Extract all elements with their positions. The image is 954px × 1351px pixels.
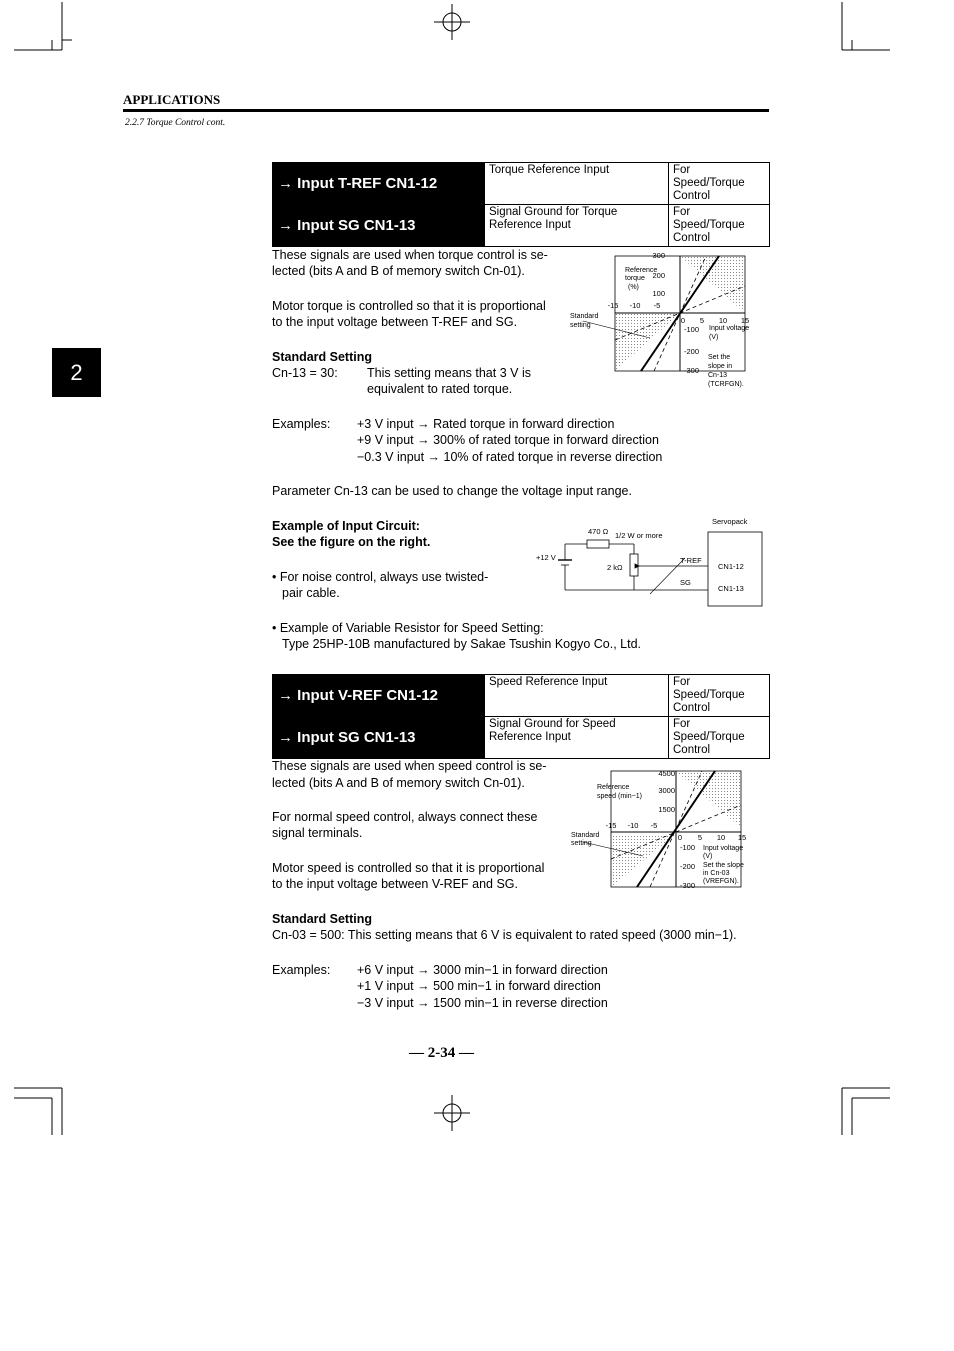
signal-description: Torque Reference Input bbox=[485, 163, 669, 205]
x-tick-label: 15 bbox=[737, 833, 747, 842]
slope-note: Cn-13 bbox=[708, 372, 728, 379]
table-row bbox=[273, 205, 770, 247]
signal-control-mode: For Speed/Torque Control bbox=[669, 675, 770, 717]
standard-setting-label: setting bbox=[571, 840, 592, 847]
slope-note: (VREFGN). bbox=[703, 878, 739, 885]
speed-examples-label: Examples: bbox=[272, 963, 331, 977]
table-row bbox=[273, 717, 770, 759]
y-tick-label: -100 bbox=[680, 843, 696, 852]
torque-examples-label: Examples: bbox=[272, 417, 331, 431]
y-tick-label: 100 bbox=[652, 289, 665, 298]
subsection-title: 2.2.7 Torque Control cont. bbox=[125, 118, 226, 128]
pot-label: 2 kΩ bbox=[607, 563, 623, 572]
torque-standard-heading: Standard Setting bbox=[272, 350, 373, 364]
torque-example: +9 V input → 300% of rated torque in forward direction bbox=[357, 433, 659, 447]
speed-normal-line1: For normal speed control, always connect these bbox=[272, 810, 538, 824]
speed-example: −3 V input → 1500 min−1 in reverse direction bbox=[357, 996, 608, 1010]
x-tick-label: 15 bbox=[740, 316, 750, 325]
x-tick-label: 10 bbox=[716, 833, 726, 842]
resistor-note: 1/2 W or more bbox=[615, 531, 663, 540]
signal-control-mode: For Speed/Torque Control bbox=[669, 163, 770, 205]
table-row bbox=[273, 675, 770, 717]
pin-label: CN1-13 bbox=[718, 584, 744, 593]
y-axis-label: (%) bbox=[628, 284, 639, 291]
chapter-tab: 2 bbox=[52, 348, 101, 397]
x-tick-label: -10 bbox=[629, 301, 641, 310]
tref-label: T-REF bbox=[680, 556, 702, 565]
x-axis-label: (V) bbox=[709, 334, 719, 341]
speed-standard-text: Cn-03 = 500: This setting means that 6 V is equivalent to rated speed (3000 min−1). bbox=[272, 928, 737, 942]
resistor-470-icon bbox=[587, 540, 609, 548]
slope-note: Set the bbox=[708, 354, 731, 361]
torque-proportional-line1: Motor torque is controlled so that it is proportional bbox=[272, 299, 546, 313]
torque-standard-desc2: equivalent to rated torque. bbox=[367, 382, 513, 396]
resistor-label: 470 Ω bbox=[588, 527, 609, 536]
speed-reference-graph bbox=[565, 764, 770, 894]
table-row bbox=[273, 163, 770, 205]
torque-standard-param: Cn-13 = 30: bbox=[272, 366, 338, 380]
y-tick-label: -300 bbox=[680, 881, 696, 890]
section-title: APPLICATIONS bbox=[123, 92, 221, 107]
param-note: Parameter Cn-13 can be used to change the voltage input range. bbox=[272, 484, 632, 498]
noise-bullet2: pair cable. bbox=[282, 586, 340, 600]
torque-intro-line2: lected (bits A and B of memory switch Cn-01). bbox=[272, 264, 525, 278]
y-tick-label: 200 bbox=[652, 271, 665, 280]
x-axis-label: (V) bbox=[703, 853, 713, 860]
x-tick-label: 5 bbox=[697, 833, 703, 842]
slope-note: in Cn-03 bbox=[703, 870, 730, 877]
standard-setting-label: setting bbox=[570, 322, 591, 329]
speed-standard-heading: Standard Setting bbox=[272, 912, 373, 926]
header-rule bbox=[123, 109, 769, 112]
x-tick-label: -15 bbox=[607, 301, 619, 310]
servopack-label: Servopack bbox=[712, 517, 748, 526]
speed-example: +6 V input → 3000 min−1 in forward direction bbox=[357, 963, 608, 977]
signal-control-mode: For Speed/Torque Control bbox=[669, 717, 770, 759]
x-tick-label: 0 bbox=[677, 833, 683, 842]
signal-name: → Input T-REF CN1-12 bbox=[273, 163, 485, 205]
resistor-bullet1: • Example of Variable Resistor for Speed Setting: bbox=[272, 621, 544, 635]
y-tick-label: 4500 bbox=[658, 769, 675, 778]
x-tick-label: 5 bbox=[699, 316, 705, 325]
circuit-heading1: Example of Input Circuit: bbox=[272, 519, 420, 533]
x-tick-label: 0 bbox=[680, 316, 686, 325]
noise-bullet1: • For noise control, always use twisted- bbox=[272, 570, 489, 584]
speed-example: +1 V input → 500 min−1 in forward direction bbox=[357, 979, 601, 993]
torque-reference-graph bbox=[565, 248, 770, 393]
speed-proportional-line2: to the input voltage between V-REF and SG. bbox=[272, 877, 518, 891]
sg-label: SG bbox=[680, 578, 691, 587]
input-circuit-diagram bbox=[530, 512, 770, 612]
x-tick-label: -5 bbox=[650, 821, 658, 830]
y-tick-label: -300 bbox=[684, 366, 700, 375]
signal-name: → Input SG CN1-13 bbox=[273, 717, 485, 759]
y-tick-label: -100 bbox=[684, 325, 700, 334]
speed-intro-line2: lected (bits A and B of memory switch Cn-01). bbox=[272, 776, 525, 790]
torque-example: +3 V input → Rated torque in forward direction bbox=[357, 417, 615, 431]
y-tick-label: -200 bbox=[680, 862, 696, 871]
resistor-bullet2: Type 25HP-10B manufactured by Sakae Tsushin Kogyo Co., Ltd. bbox=[282, 637, 642, 651]
y-axis-label: Reference bbox=[625, 267, 658, 274]
signal-description: Signal Ground for Torque Reference Input bbox=[485, 205, 669, 247]
y-axis-label: torque bbox=[625, 275, 645, 282]
slope-note: slope in bbox=[708, 363, 733, 370]
torque-standard-desc1: This setting means that 3 V is bbox=[367, 366, 531, 380]
signal-description: Signal Ground for Speed Reference Input bbox=[485, 717, 669, 759]
standard-setting-label: Standard bbox=[571, 832, 600, 839]
x-tick-label: -15 bbox=[605, 821, 617, 830]
y-tick-label: 3000 bbox=[658, 786, 675, 795]
speed-proportional-line1: Motor speed is controlled so that it is proportional bbox=[272, 861, 545, 875]
pin-label: CN1-12 bbox=[718, 562, 744, 571]
supply-label: +12 V bbox=[536, 553, 556, 562]
torque-proportional-line2: to the input voltage between T-REF and SG. bbox=[272, 315, 518, 329]
x-tick-label: -10 bbox=[627, 821, 639, 830]
torque-intro-line1: These signals are used when torque control is se- bbox=[272, 248, 548, 262]
page-number: — 2-34 — bbox=[409, 1045, 474, 1061]
speed-intro-line1: These signals are used when speed control is se- bbox=[272, 759, 547, 773]
y-axis-label: Reference bbox=[597, 784, 630, 791]
signal-table-torque bbox=[272, 162, 770, 247]
x-axis-label: Input voltage bbox=[703, 845, 744, 852]
signal-control-mode: For Speed/Torque Control bbox=[669, 205, 770, 247]
circuit-heading2: See the figure on the right. bbox=[272, 535, 431, 549]
y-tick-label: 300 bbox=[652, 251, 665, 260]
y-tick-label: -200 bbox=[684, 347, 700, 356]
x-tick-label: -5 bbox=[653, 301, 661, 310]
x-axis-label: Input voltage bbox=[709, 325, 750, 332]
y-tick-label: 1500 bbox=[658, 805, 675, 814]
torque-example: −0.3 V input → 10% of rated torque in reverse direction bbox=[357, 450, 663, 464]
standard-setting-label: Standard bbox=[570, 313, 599, 320]
speed-normal-line2: signal terminals. bbox=[272, 826, 363, 840]
y-axis-label: speed (min−1) bbox=[597, 793, 642, 800]
signal-name: → Input SG CN1-13 bbox=[273, 205, 485, 247]
signal-table-speed bbox=[272, 674, 770, 759]
x-tick-label: 10 bbox=[718, 316, 728, 325]
slope-note: Set the slope bbox=[703, 862, 744, 869]
signal-description: Speed Reference Input bbox=[485, 675, 669, 717]
signal-name: → Input V-REF CN1-12 bbox=[273, 675, 485, 717]
slope-note: (TCRFGN). bbox=[708, 381, 744, 388]
